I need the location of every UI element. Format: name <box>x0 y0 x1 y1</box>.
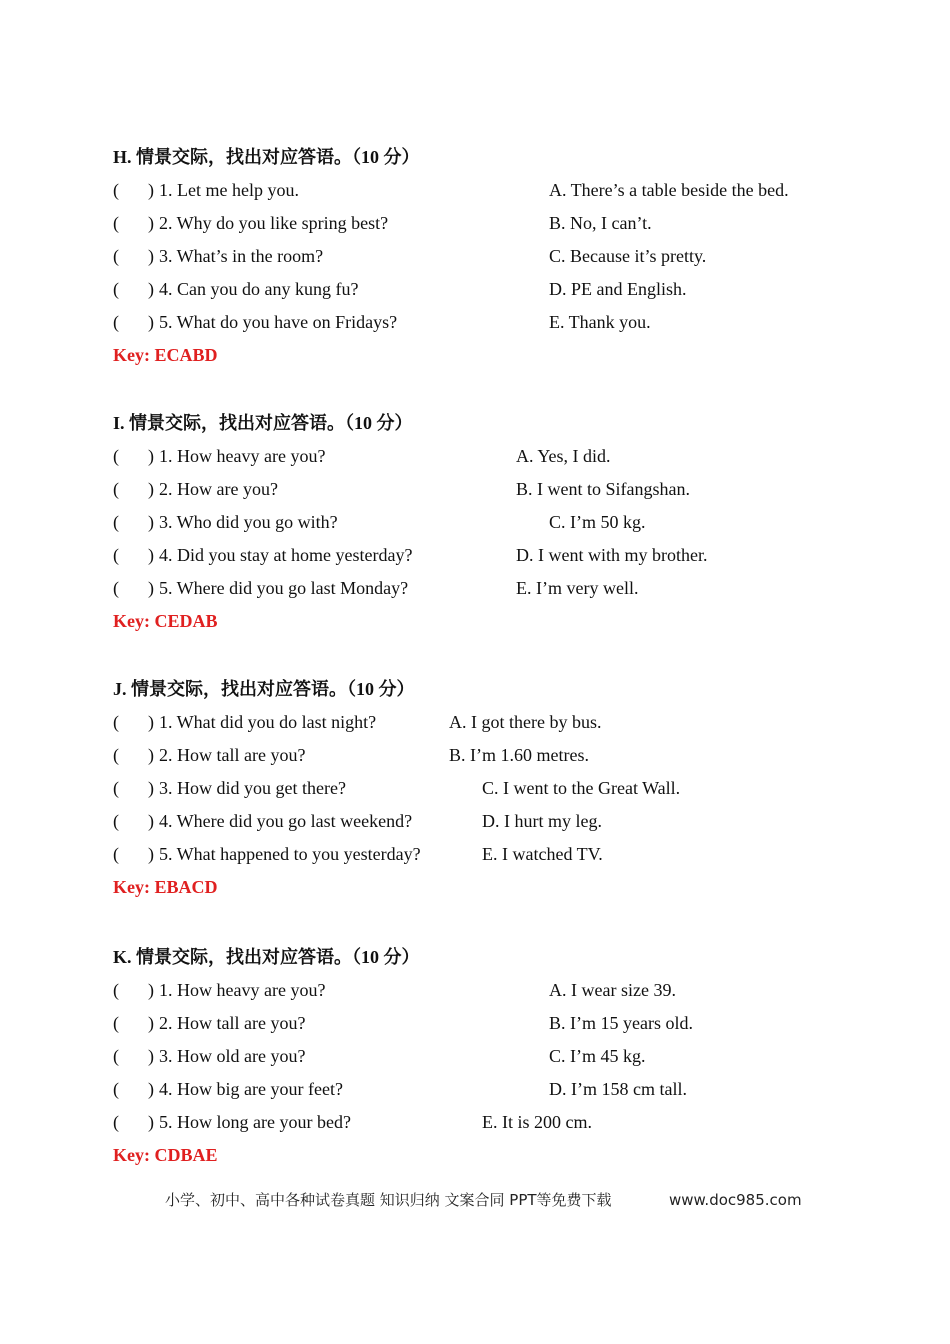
option-text: A. Yes, I did. <box>516 446 611 466</box>
section-k <box>113 941 893 1172</box>
section-title: I. 情景交际，找出对应答语。（10 分） <box>113 413 413 433</box>
question-row <box>113 1073 893 1106</box>
question-row <box>113 838 893 871</box>
question-text: 2. How are you? <box>159 479 278 499</box>
answer-blank-close: ) <box>148 279 154 299</box>
answer-blank-open: ( <box>113 1046 119 1066</box>
option-text: A. There’s a table beside the bed. <box>549 180 789 200</box>
answer-blank-open: ( <box>113 213 119 233</box>
question-text: 2. How tall are you? <box>159 1013 306 1033</box>
option-text: E. Thank you. <box>549 312 651 332</box>
question-row <box>113 539 893 572</box>
answer-blank-open: ( <box>113 1112 119 1132</box>
option-text: C. I went to the Great Wall. <box>482 778 681 798</box>
answer-blank-close: ) <box>148 213 154 233</box>
section-title: J. 情景交际，找出对应答语。（10 分） <box>113 679 415 699</box>
question-row <box>113 974 893 1007</box>
answer-blank-open: ( <box>113 279 119 299</box>
answer-blank-open: ( <box>113 1013 119 1033</box>
page-footer <box>0 1186 950 1214</box>
footer-text: 小学、初中、高中各种试卷真题 知识归纳 文案合同 PPT等免费下载 <box>165 1191 612 1209</box>
answer-blank-open: ( <box>113 312 119 332</box>
answer-blank-close: ) <box>148 1046 154 1066</box>
question-text: 2. How tall are you? <box>159 745 306 765</box>
option-text: D. I hurt my leg. <box>482 811 602 831</box>
answer-blank-open: ( <box>113 479 119 499</box>
option-text: B. No, I can’t. <box>549 213 652 233</box>
question-text: 5. How long are your bed? <box>159 1112 351 1132</box>
question-row <box>113 1040 893 1073</box>
question-text: 4. How big are your feet? <box>159 1079 343 1099</box>
question-row <box>113 440 893 473</box>
option-text: C. Because it’s pretty. <box>549 246 707 266</box>
section-h <box>113 141 893 372</box>
question-row <box>113 572 893 605</box>
question-text: 3. How did you get there? <box>159 778 346 798</box>
answer-blank-open: ( <box>113 446 119 466</box>
option-text: E. I’m very well. <box>516 578 639 598</box>
question-row <box>113 240 893 273</box>
answer-blank-open: ( <box>113 745 119 765</box>
question-text: 5. What happened to you yesterday? <box>159 844 421 864</box>
answer-blank-open: ( <box>113 844 119 864</box>
answer-blank-open: ( <box>113 180 119 200</box>
option-text: E. It is 200 cm. <box>482 1112 592 1132</box>
answer-blank-close: ) <box>148 312 154 332</box>
option-text: A. I got there by bus. <box>449 712 602 732</box>
option-text: B. I’m 1.60 metres. <box>449 745 589 765</box>
question-text: 3. Who did you go with? <box>159 512 338 532</box>
option-text: A. I wear size 39. <box>549 980 676 1000</box>
question-text: 1. Let me help you. <box>159 180 299 200</box>
answer-blank-open: ( <box>113 246 119 266</box>
question-text: 1. What did you do last night? <box>159 712 377 732</box>
option-text: B. I’m 15 years old. <box>549 1013 693 1033</box>
question-text: 4. Where did you go last weekend? <box>159 811 413 831</box>
question-row <box>113 706 893 739</box>
answer-blank-open: ( <box>113 811 119 831</box>
answer-blank-close: ) <box>148 1112 154 1132</box>
section-title: H. 情景交际，找出对应答语。（10 分） <box>113 147 420 167</box>
answer-blank-close: ) <box>148 479 154 499</box>
question-row <box>113 1106 893 1139</box>
answer-blank-close: ) <box>148 180 154 200</box>
footer-url[interactable]: www.doc985.com <box>669 1191 802 1209</box>
question-row <box>113 273 893 306</box>
answer-blank-close: ) <box>148 246 154 266</box>
answer-blank-close: ) <box>148 512 154 532</box>
answer-key: Key: EBACD <box>113 877 218 897</box>
question-text: 5. Where did you go last Monday? <box>159 578 409 598</box>
question-row <box>113 207 893 240</box>
answer-blank-open: ( <box>113 578 119 598</box>
question-row <box>113 805 893 838</box>
answer-blank-close: ) <box>148 844 154 864</box>
answer-blank-close: ) <box>148 578 154 598</box>
answer-key: Key: ECABD <box>113 345 218 365</box>
option-text: D. I’m 158 cm tall. <box>549 1079 687 1099</box>
question-row <box>113 739 893 772</box>
answer-blank-close: ) <box>148 745 154 765</box>
answer-blank-open: ( <box>113 778 119 798</box>
answer-blank-close: ) <box>148 446 154 466</box>
question-text: 1. How heavy are you? <box>159 446 326 466</box>
answer-blank-close: ) <box>148 1013 154 1033</box>
answer-blank-open: ( <box>113 512 119 532</box>
option-text: E. I watched TV. <box>482 844 603 864</box>
question-text: 2. Why do you like spring best? <box>159 213 389 233</box>
question-text: 5. What do you have on Fridays? <box>159 312 398 332</box>
question-text: 3. What’s in the room? <box>159 246 324 266</box>
section-title: K. 情景交际，找出对应答语。（10 分） <box>113 947 420 967</box>
question-text: 4. Can you do any kung fu? <box>159 279 359 299</box>
answer-blank-close: ) <box>148 980 154 1000</box>
option-text: B. I went to Sifangshan. <box>516 479 690 499</box>
answer-blank-close: ) <box>148 1079 154 1099</box>
question-text: 4. Did you stay at home yesterday? <box>159 545 413 565</box>
answer-blank-close: ) <box>148 712 154 732</box>
answer-key: Key: CDBAE <box>113 1145 218 1165</box>
answer-blank-close: ) <box>148 778 154 798</box>
question-text: 1. How heavy are you? <box>159 980 326 1000</box>
question-row <box>113 506 893 539</box>
answer-blank-open: ( <box>113 1079 119 1099</box>
answer-blank-close: ) <box>148 545 154 565</box>
answer-blank-open: ( <box>113 712 119 732</box>
question-row <box>113 473 893 506</box>
question-row <box>113 772 893 805</box>
option-text: D. I went with my brother. <box>516 545 708 565</box>
question-text: 3. How old are you? <box>159 1046 306 1066</box>
answer-blank-open: ( <box>113 980 119 1000</box>
option-text: C. I’m 50 kg. <box>549 512 646 532</box>
option-text: D. PE and English. <box>549 279 687 299</box>
question-row <box>113 174 893 207</box>
answer-blank-close: ) <box>148 811 154 831</box>
option-text: C. I’m 45 kg. <box>549 1046 646 1066</box>
section-i <box>113 407 893 638</box>
section-j <box>113 673 893 904</box>
answer-key: Key: CEDAB <box>113 611 218 631</box>
answer-blank-open: ( <box>113 545 119 565</box>
question-row <box>113 1007 893 1040</box>
question-row <box>113 306 893 339</box>
